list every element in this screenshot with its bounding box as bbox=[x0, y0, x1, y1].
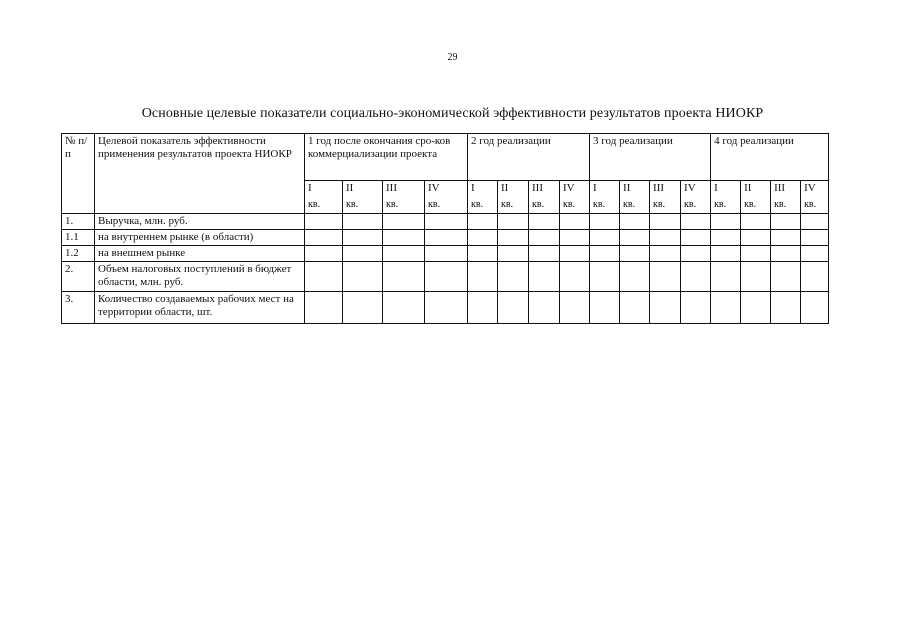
empty-value-cell bbox=[681, 214, 711, 230]
quarter-unit: кв. bbox=[428, 199, 441, 210]
empty-value-cell bbox=[681, 262, 711, 292]
empty-value-cell bbox=[305, 246, 343, 262]
empty-value-cell bbox=[650, 246, 681, 262]
quarter-header-p3-q2 bbox=[620, 181, 650, 214]
empty-value-cell bbox=[343, 230, 383, 246]
quarter-number: I bbox=[593, 182, 597, 194]
empty-value-cell bbox=[590, 262, 620, 292]
empty-value-cell bbox=[681, 230, 711, 246]
empty-value-cell bbox=[383, 292, 425, 324]
quarter-number: III bbox=[386, 182, 397, 194]
empty-value-cell bbox=[560, 230, 590, 246]
empty-value-cell bbox=[741, 214, 771, 230]
column-header-period-1: 1 год после окончания сро-ков коммерциализации проекта bbox=[305, 134, 468, 181]
row-indicator-label: Объем налоговых поступлений в бюджет области, млн. руб. bbox=[95, 262, 305, 292]
empty-value-cell bbox=[498, 262, 529, 292]
quarter-number: I bbox=[471, 182, 475, 194]
empty-value-cell bbox=[305, 214, 343, 230]
empty-value-cell bbox=[711, 246, 741, 262]
quarter-number: IV bbox=[684, 182, 696, 194]
quarter-unit: кв. bbox=[593, 199, 606, 210]
empty-value-cell bbox=[529, 230, 560, 246]
empty-value-cell bbox=[425, 214, 468, 230]
empty-value-cell bbox=[650, 292, 681, 324]
empty-value-cell bbox=[468, 230, 498, 246]
empty-value-cell bbox=[468, 214, 498, 230]
empty-value-cell bbox=[560, 214, 590, 230]
quarter-header-p4-q1 bbox=[711, 181, 741, 214]
empty-value-cell bbox=[343, 214, 383, 230]
empty-value-cell bbox=[529, 292, 560, 324]
empty-value-cell bbox=[801, 230, 829, 246]
quarter-header-p1-q2 bbox=[343, 181, 383, 214]
quarter-number: I bbox=[714, 182, 718, 194]
empty-value-cell bbox=[498, 214, 529, 230]
column-header-period-2: 2 год реализации bbox=[468, 134, 590, 181]
quarter-unit: кв. bbox=[714, 199, 727, 210]
empty-value-cell bbox=[771, 292, 801, 324]
empty-value-cell bbox=[801, 292, 829, 324]
indicators-table bbox=[61, 133, 829, 324]
quarter-unit: кв. bbox=[308, 199, 321, 210]
empty-value-cell bbox=[468, 292, 498, 324]
empty-value-cell bbox=[468, 262, 498, 292]
quarter-header-p4-q4 bbox=[801, 181, 829, 214]
row-number: 3. bbox=[62, 292, 95, 324]
empty-value-cell bbox=[529, 246, 560, 262]
table-row bbox=[62, 230, 829, 246]
header-row-periods bbox=[62, 134, 829, 181]
page-number: 29 bbox=[447, 52, 458, 63]
empty-value-cell bbox=[741, 230, 771, 246]
quarter-unit: кв. bbox=[804, 199, 817, 210]
empty-value-cell bbox=[560, 292, 590, 324]
empty-value-cell bbox=[383, 262, 425, 292]
quarter-header-p2-q2 bbox=[498, 181, 529, 214]
row-indicator-label: на внутреннем рынке (в области) bbox=[95, 230, 305, 246]
empty-value-cell bbox=[425, 262, 468, 292]
row-number: 1.2 bbox=[62, 246, 95, 262]
empty-value-cell bbox=[425, 292, 468, 324]
quarter-header-p1-q3 bbox=[383, 181, 425, 214]
quarter-number: IV bbox=[804, 182, 816, 194]
quarter-unit: кв. bbox=[653, 199, 666, 210]
row-indicator-label: на внешнем рынке bbox=[95, 246, 305, 262]
quarter-unit: кв. bbox=[501, 199, 514, 210]
empty-value-cell bbox=[771, 262, 801, 292]
empty-value-cell bbox=[620, 214, 650, 230]
empty-value-cell bbox=[650, 214, 681, 230]
empty-value-cell bbox=[801, 246, 829, 262]
empty-value-cell bbox=[305, 262, 343, 292]
empty-value-cell bbox=[425, 246, 468, 262]
empty-value-cell bbox=[711, 262, 741, 292]
quarter-header-p2-q4 bbox=[560, 181, 590, 214]
empty-value-cell bbox=[620, 262, 650, 292]
empty-value-cell bbox=[560, 262, 590, 292]
quarter-header-p2-q1 bbox=[468, 181, 498, 214]
table-row bbox=[62, 246, 829, 262]
column-header-number: № п/п bbox=[62, 134, 95, 214]
column-header-indicator: Целевой показатель эффективности применения результатов проекта НИОКР bbox=[95, 134, 305, 214]
empty-value-cell bbox=[498, 246, 529, 262]
quarter-number: III bbox=[532, 182, 544, 194]
quarter-number: III bbox=[653, 182, 665, 194]
empty-value-cell bbox=[305, 230, 343, 246]
quarter-header-p4-q2 bbox=[741, 181, 771, 214]
quarter-number: IV bbox=[563, 182, 575, 194]
empty-value-cell bbox=[383, 246, 425, 262]
quarter-unit: кв. bbox=[563, 199, 576, 210]
column-header-period-4: 4 год реализации bbox=[711, 134, 829, 181]
quarter-number: III bbox=[774, 182, 786, 194]
table-row bbox=[62, 292, 829, 324]
empty-value-cell bbox=[801, 262, 829, 292]
empty-value-cell bbox=[620, 246, 650, 262]
empty-value-cell bbox=[343, 262, 383, 292]
empty-value-cell bbox=[305, 292, 343, 324]
quarter-header-p2-q3 bbox=[529, 181, 560, 214]
empty-value-cell bbox=[590, 292, 620, 324]
table-row bbox=[62, 262, 829, 292]
empty-value-cell bbox=[468, 246, 498, 262]
quarter-unit: кв. bbox=[744, 199, 757, 210]
empty-value-cell bbox=[383, 230, 425, 246]
quarter-number: II bbox=[623, 182, 631, 194]
row-number: 1.1 bbox=[62, 230, 95, 246]
empty-value-cell bbox=[343, 292, 383, 324]
empty-value-cell bbox=[801, 214, 829, 230]
row-number: 1. bbox=[62, 214, 95, 230]
empty-value-cell bbox=[425, 230, 468, 246]
empty-value-cell bbox=[650, 262, 681, 292]
quarter-header-p4-q3 bbox=[771, 181, 801, 214]
row-indicator-label: Количество создаваемых рабочих мест на территории области, шт. bbox=[95, 292, 305, 324]
empty-value-cell bbox=[650, 230, 681, 246]
empty-value-cell bbox=[771, 246, 801, 262]
empty-value-cell bbox=[560, 246, 590, 262]
empty-value-cell bbox=[681, 246, 711, 262]
quarter-unit: кв. bbox=[386, 199, 399, 210]
quarter-unit: кв. bbox=[774, 199, 787, 210]
empty-value-cell bbox=[620, 292, 650, 324]
empty-value-cell bbox=[771, 214, 801, 230]
quarter-number: IV bbox=[428, 182, 440, 194]
empty-value-cell bbox=[529, 262, 560, 292]
document-title: Основные целевые показатели социально-экономической эффективности результатов проекта НИОКР bbox=[141, 106, 764, 121]
empty-value-cell bbox=[529, 214, 560, 230]
empty-value-cell bbox=[590, 246, 620, 262]
quarter-number: II bbox=[346, 182, 354, 194]
empty-value-cell bbox=[590, 230, 620, 246]
quarter-unit: кв. bbox=[346, 199, 359, 210]
quarter-header-p1-q4 bbox=[425, 181, 468, 214]
empty-value-cell bbox=[498, 230, 529, 246]
empty-value-cell bbox=[620, 230, 650, 246]
quarter-header-p3-q3 bbox=[650, 181, 681, 214]
quarter-unit: кв. bbox=[471, 199, 484, 210]
table-row bbox=[62, 214, 829, 230]
quarter-header-p3-q1 bbox=[590, 181, 620, 214]
quarter-number: II bbox=[501, 182, 509, 194]
empty-value-cell bbox=[711, 214, 741, 230]
empty-value-cell bbox=[383, 214, 425, 230]
row-number: 2. bbox=[62, 262, 95, 292]
quarter-unit: кв. bbox=[684, 199, 697, 210]
quarter-header-p3-q4 bbox=[681, 181, 711, 214]
empty-value-cell bbox=[590, 214, 620, 230]
quarter-unit: кв. bbox=[623, 199, 636, 210]
empty-value-cell bbox=[741, 262, 771, 292]
empty-value-cell bbox=[343, 246, 383, 262]
quarter-number: I bbox=[308, 182, 312, 194]
quarter-header-p1-q1 bbox=[305, 181, 343, 214]
empty-value-cell bbox=[498, 292, 529, 324]
empty-value-cell bbox=[741, 246, 771, 262]
empty-value-cell bbox=[771, 230, 801, 246]
empty-value-cell bbox=[711, 230, 741, 246]
empty-value-cell bbox=[741, 292, 771, 324]
quarter-unit: кв. bbox=[532, 199, 545, 210]
empty-value-cell bbox=[711, 292, 741, 324]
column-header-period-3: 3 год реализации bbox=[590, 134, 711, 181]
row-indicator-label: Выручка, млн. руб. bbox=[95, 214, 305, 230]
quarter-number: II bbox=[744, 182, 752, 194]
empty-value-cell bbox=[681, 292, 711, 324]
